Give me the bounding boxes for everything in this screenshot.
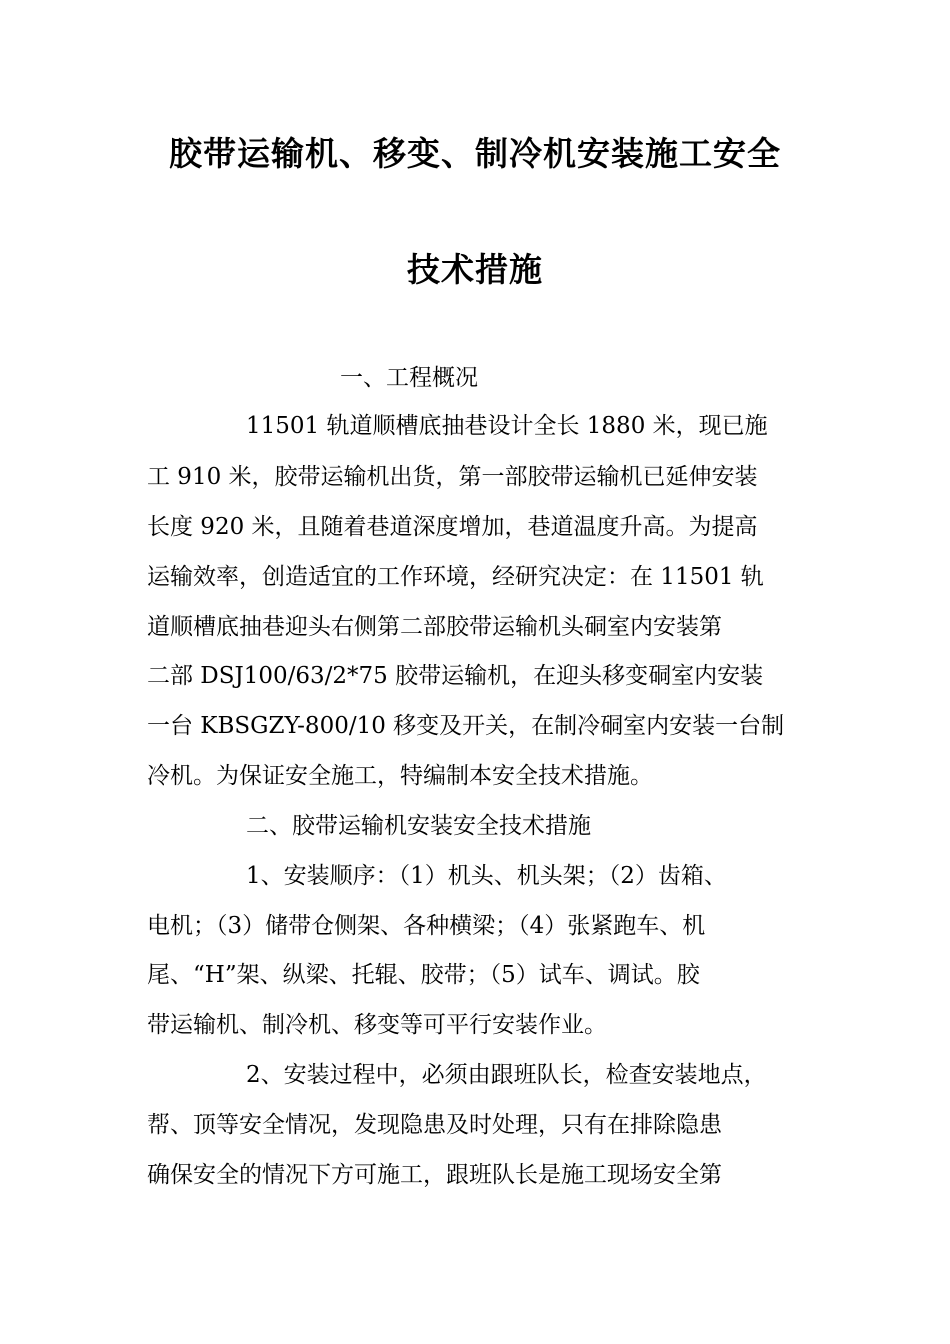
section-1-paragraph-line: 11501 轨道顺槽底抽巷设计全长 1880 米，现已施 xyxy=(246,413,768,439)
section-1-paragraph-line: 一台 KBSGZY-800/10 移变及开关，在制冷硐室内安装一台制 xyxy=(147,713,785,739)
section-1-paragraph-line: 工 910 米，胶带运输机出货，第一部胶带运输机已延伸安装 xyxy=(147,464,758,490)
section-1-paragraph-line: 道顺槽底抽巷迎头右侧第二部胶带运输机头硐室内安装第 xyxy=(147,614,722,640)
item-2-line: 确保安全的情况下方可施工，跟班队长是施工现场安全第 xyxy=(147,1162,722,1188)
section-1-paragraph-line: 冷机。为保证安全施工，特编制本安全技术措施。 xyxy=(147,763,653,789)
section-1-paragraph-line: 二部 DSJ100/63/2*75 胶带运输机，在迎头移变硐室内安装 xyxy=(147,663,764,689)
section-1-paragraph-line: 长度 920 米，且随着巷道深度增加，巷道温度升高。为提高 xyxy=(147,514,758,540)
document-title-line-1: 胶带运输机、移变、制冷机安装施工安全 xyxy=(169,134,781,173)
section-1-paragraph-line: 运输效率，创造适宜的工作环境，经研究决定：在 11501 轨 xyxy=(147,564,764,590)
item-1-line: 1、安装顺序：（1）机头、机头架；（2）齿箱、 xyxy=(246,863,727,889)
section-1-heading: 一、工程概况 xyxy=(340,365,478,391)
item-2-line: 2、安装过程中，必须由跟班队长，检查安装地点， xyxy=(246,1062,767,1088)
document-title-line-2: 技术措施 xyxy=(407,250,543,289)
item-1-line: 电机；（3）储带仓侧架、各种横梁；（4）张紧跑车、机 xyxy=(147,913,706,939)
item-1-line: 带运输机、制冷机、移变等可平行安装作业。 xyxy=(147,1012,607,1038)
section-2-heading: 二、胶带运输机安装安全技术措施 xyxy=(246,813,591,839)
item-2-line: 帮、顶等安全情况，发现隐患及时处理，只有在排除隐患 xyxy=(147,1112,722,1138)
item-1-line: 尾、“H”架、纵梁、托辊、胶带；（5）试车、调试。胶 xyxy=(147,962,700,988)
